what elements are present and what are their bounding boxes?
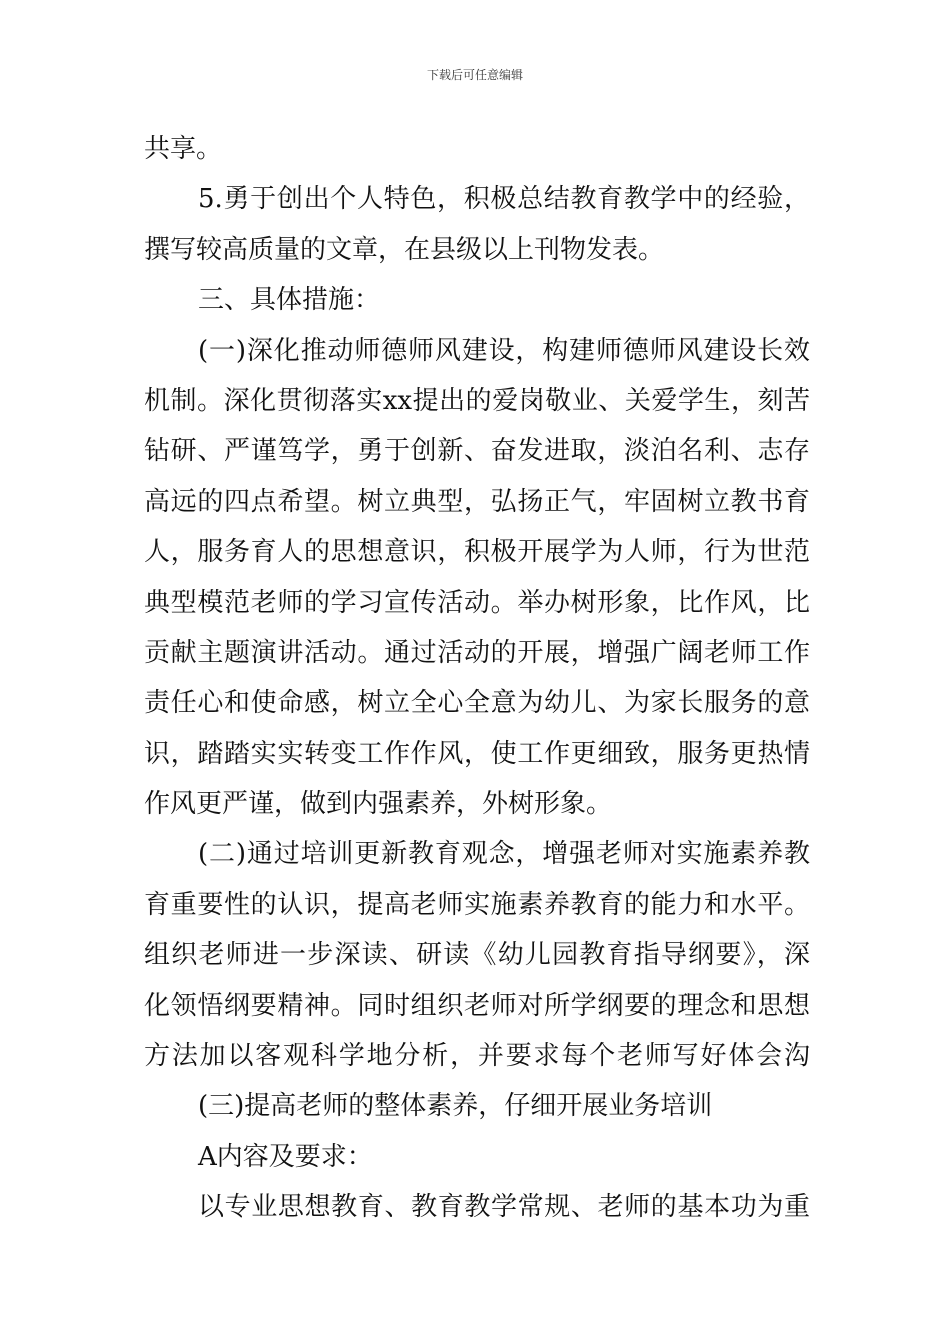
text-line: 化领悟纲要精神。同时组织老师对所学纲要的理念和思想 xyxy=(144,990,810,1021)
text-line: 共享。 xyxy=(144,134,223,164)
text-line: (三)提高老师的整体素养，仔细开展业务培训 xyxy=(198,1091,713,1122)
text-line: 高远的四点希望。树立典型，弘扬正气，牢固树立教书育 xyxy=(144,486,810,517)
text-line: 钻研、严谨笃学，勇于创新、奋发进取，淡泊名利、志存 xyxy=(144,436,810,467)
text-line: (一)深化推动师德师风建设，构建师德师风建设长效 xyxy=(198,335,810,366)
text-line: 人，服务育人的思想意识，积极开展学为人师，行为世范 xyxy=(144,537,810,568)
text-line: 作风更严谨，做到内强素养，外树形象。 xyxy=(144,789,613,820)
section-heading: 三、具体措施： xyxy=(198,285,381,316)
text-line: 典型模范老师的学习宣传活动。举办树形象，比作风，比 xyxy=(144,587,810,618)
text-line: 识，踏踏实实转变工作作风，使工作更细致，服务更热情 xyxy=(144,738,810,769)
text-line: 撰写较高质量的文章，在县级以上刊物发表。 xyxy=(144,234,665,265)
text-line: 以专业思想教育、教育教学常规、老师的基本功为重 xyxy=(198,1192,810,1223)
text-line: 组织老师进一步深读、研读《幼儿园教育指导纲要》，深 xyxy=(144,940,810,971)
page-header-note: 下载后可任意编辑 xyxy=(426,68,523,82)
text-line: (二)通过培训更新教育观念，增强老师对实施素养教 xyxy=(198,839,810,870)
text-line: 育重要性的认识，提高老师实施素养教育的能力和水平。 xyxy=(144,889,810,920)
text-line: 贡献主题演讲活动。通过活动的开展，增强广阔老师工作 xyxy=(144,637,810,668)
text-line: A内容及要求： xyxy=(198,1141,373,1172)
document-body xyxy=(144,124,810,1233)
text-line: 方法加以客观科学地分析，并要求每个老师写好体会沟 xyxy=(144,1041,810,1072)
text-line: 机制。深化贯彻落实xx提出的爱岗敬业、关爱学生，刻苦 xyxy=(144,385,810,416)
text-line: 责任心和使命感，树立全心全意为幼儿、为家长服务的意 xyxy=(144,688,810,719)
text-line: 5.勇于创出个人特色，积极总结教育教学中的经验， xyxy=(198,184,810,215)
